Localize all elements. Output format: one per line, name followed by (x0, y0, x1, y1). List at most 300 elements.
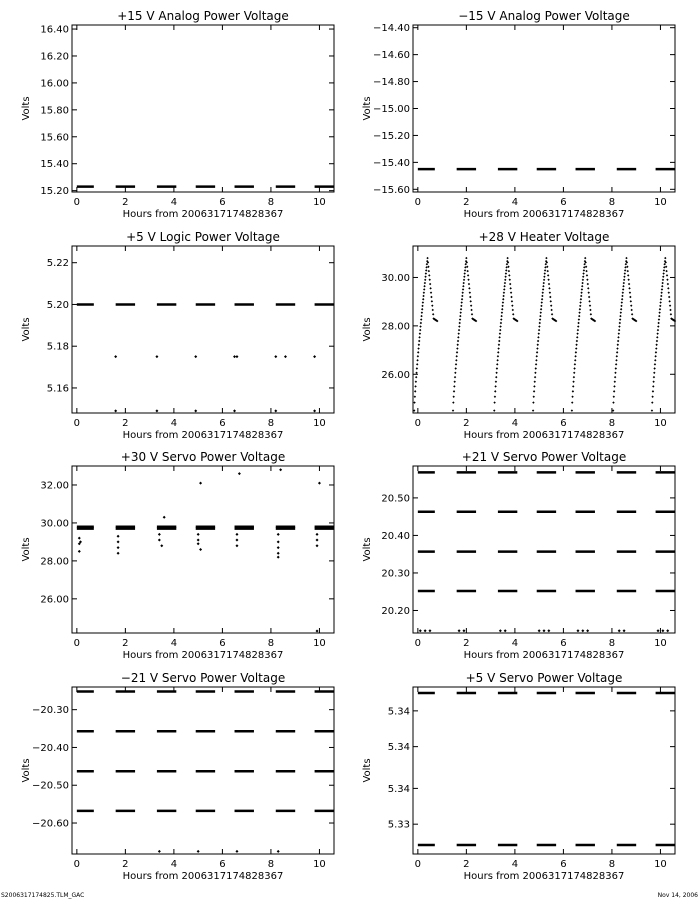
y-tick-label: 5.33 (387, 819, 410, 831)
data-layer (77, 304, 334, 412)
data-point (499, 629, 502, 632)
data-point (199, 482, 202, 485)
data-point (453, 385, 455, 387)
data-point (506, 257, 508, 259)
chart-title: +30 V Servo Power Voltage (120, 450, 286, 464)
data-point (424, 275, 426, 277)
data-point (424, 629, 427, 632)
x-tick-label: 2 (122, 418, 129, 429)
data-point (469, 296, 471, 298)
data-point (658, 311, 660, 313)
data-point (415, 380, 417, 382)
x-tick-label: 0 (414, 638, 422, 649)
data-point (468, 283, 470, 285)
data-point (431, 300, 433, 302)
data-point (423, 288, 425, 290)
data-point (471, 313, 473, 315)
data-point (654, 363, 656, 365)
data-point (429, 287, 431, 289)
x-axis-label: Hours from 2006317174828367 (463, 650, 625, 661)
y-tick-label: 5.34 (387, 706, 410, 718)
data-point (533, 385, 535, 387)
data-point (618, 325, 620, 327)
data-point (416, 363, 418, 365)
plot-frame (72, 246, 334, 413)
data-point (540, 305, 542, 307)
data-point (501, 308, 503, 310)
footer-date: Nov 14, 2006 (657, 892, 698, 899)
data-point (503, 291, 505, 293)
data-point (616, 347, 618, 349)
y-tick-label: 5.34 (387, 783, 410, 795)
data-point (498, 336, 500, 338)
data-point (158, 533, 161, 536)
data-point (572, 390, 574, 392)
plot-frame (72, 25, 334, 192)
y-tick-label: 20.30 (381, 568, 410, 580)
data-point (194, 409, 197, 412)
data-point (420, 322, 422, 324)
y-tick-label: 30.00 (381, 272, 410, 284)
y-tick-label: −14.80 (372, 77, 410, 89)
data-point (627, 274, 629, 276)
data-point (586, 629, 589, 632)
data-point (577, 329, 579, 331)
data-point (670, 313, 672, 315)
data-point (194, 355, 197, 358)
chart-panel-5 (21, 450, 334, 661)
data-point (467, 279, 469, 281)
data-point (661, 288, 663, 290)
data-point (614, 372, 616, 374)
data-point (494, 385, 496, 387)
data-point (503, 285, 505, 287)
x-tick-label: 10 (654, 418, 667, 429)
data-point (575, 347, 577, 349)
data-point (503, 288, 505, 290)
data-point (465, 257, 467, 259)
data-point (419, 629, 422, 632)
data-point (612, 401, 614, 403)
data-point (502, 295, 504, 297)
data-point (418, 340, 420, 342)
data-point (500, 322, 502, 324)
y-tick-label: 5.18 (46, 341, 69, 353)
x-tick-label: 2 (463, 638, 470, 649)
data-point (493, 409, 495, 411)
data-point (235, 850, 238, 853)
plot-frame (413, 25, 675, 192)
x-tick-label: 8 (608, 197, 616, 208)
data-point (661, 282, 663, 284)
data-point (584, 257, 586, 259)
data-point (413, 401, 415, 403)
data-point (499, 332, 501, 334)
y-tick-label: 16.40 (40, 24, 69, 36)
data-point (509, 279, 511, 281)
data-point (424, 279, 426, 281)
data-point (663, 263, 665, 265)
data-point (574, 363, 576, 365)
data-point (588, 291, 590, 293)
data-point (621, 301, 623, 303)
plot-frame (413, 466, 675, 633)
data-point (580, 298, 582, 300)
data-point (533, 395, 535, 397)
x-tick-label: 0 (73, 418, 81, 429)
x-tick-label: 0 (414, 859, 422, 870)
chart-title: +28 V Heater Voltage (478, 230, 610, 244)
x-tick-label: 6 (560, 638, 567, 649)
data-point (576, 629, 579, 632)
data-point (428, 274, 430, 276)
y-tick-label: −15.20 (372, 130, 410, 142)
data-point (78, 537, 81, 540)
data-point (665, 270, 667, 272)
data-point (419, 329, 421, 331)
x-tick-label: 6 (219, 859, 226, 870)
data-point (419, 332, 421, 334)
data-point (117, 546, 120, 549)
data-point (494, 395, 496, 397)
chart-panel-2 (362, 9, 675, 220)
data-point (538, 329, 540, 331)
y-axis-label: Volts (21, 758, 32, 783)
data-point (462, 291, 464, 293)
x-tick-label: 2 (463, 197, 470, 208)
data-point (652, 390, 654, 392)
data-point (536, 347, 538, 349)
data-point (495, 376, 497, 378)
data-point (571, 395, 573, 397)
data-point (666, 629, 669, 632)
x-tick-label: 6 (219, 638, 226, 649)
data-point (235, 355, 238, 358)
data-point (657, 329, 659, 331)
data-point (510, 291, 512, 293)
data-point (660, 298, 662, 300)
data-point (535, 363, 537, 365)
data-point (657, 322, 659, 324)
data-point (455, 359, 457, 361)
data-point (277, 850, 280, 853)
data-point (628, 283, 630, 285)
data-point (455, 355, 457, 357)
data-point (621, 298, 623, 300)
data-point (459, 315, 461, 317)
x-tick-label: 8 (267, 418, 275, 429)
data-point (542, 291, 544, 293)
data-point (627, 279, 629, 281)
data-point (549, 296, 551, 298)
data-point (422, 301, 424, 303)
data-point (431, 304, 433, 306)
data-point (577, 322, 579, 324)
data-point (155, 409, 158, 412)
y-axis-label: Volts (362, 317, 373, 342)
data-point (468, 287, 470, 289)
data-point (197, 542, 200, 545)
data-point (466, 266, 468, 268)
data-point (617, 344, 619, 346)
data-point (664, 257, 666, 259)
data-point (655, 344, 657, 346)
x-tick-label: 0 (73, 197, 81, 208)
data-point (470, 304, 472, 306)
data-point (458, 629, 461, 632)
data-point (78, 550, 81, 553)
x-tick-label: 8 (267, 197, 275, 208)
data-point (155, 355, 158, 358)
x-tick-label: 2 (122, 638, 129, 649)
data-point (453, 390, 455, 392)
data-point (496, 359, 498, 361)
data-point (458, 322, 460, 324)
x-tick-label: 10 (654, 197, 667, 208)
data-point (117, 540, 120, 543)
data-point (504, 279, 506, 281)
data-point (500, 315, 502, 317)
data-point (587, 283, 589, 285)
y-tick-label: 15.80 (40, 105, 69, 117)
data-point (504, 629, 507, 632)
data-point (495, 372, 497, 374)
x-tick-label: 4 (170, 859, 178, 870)
data-point (578, 311, 580, 313)
x-axis-label: Hours from 2006317174828367 (122, 430, 284, 441)
x-axis-label: Hours from 2006317174828367 (122, 650, 284, 661)
x-axis-label: Hours from 2006317174828367 (463, 209, 625, 220)
data-point (199, 548, 202, 551)
data-point (417, 351, 419, 353)
data-point (658, 315, 660, 317)
data-point (505, 269, 507, 271)
data-point (421, 311, 423, 313)
x-tick-label: 4 (511, 859, 519, 870)
data-point (581, 288, 583, 290)
data-point (540, 308, 542, 310)
data-point (583, 263, 585, 265)
data-point (428, 629, 431, 632)
data-layer (413, 257, 676, 412)
x-tick-label: 4 (170, 638, 178, 649)
data-point (277, 556, 280, 559)
data-point (625, 257, 627, 259)
data-point (316, 539, 319, 542)
data-point (452, 401, 454, 403)
data-point (589, 309, 591, 311)
data-point (504, 275, 506, 277)
data-point (539, 318, 541, 320)
data-point (453, 380, 455, 382)
data-point (651, 395, 653, 397)
y-tick-label: −14.60 (372, 50, 410, 62)
chart-title: +15 V Analog Power Voltage (117, 9, 289, 23)
x-tick-label: 10 (654, 859, 667, 870)
data-point (588, 296, 590, 298)
data-point (580, 295, 582, 297)
data-point (458, 329, 460, 331)
data-point (504, 282, 506, 284)
data-point (416, 359, 418, 361)
data-point (615, 359, 617, 361)
data-point (585, 266, 587, 268)
data-point (452, 409, 454, 411)
chart-panel-4 (362, 230, 676, 441)
data-layer (418, 693, 675, 845)
data-point (235, 539, 238, 542)
data-point (430, 291, 432, 293)
data-point (615, 367, 617, 369)
data-point (496, 367, 498, 369)
y-axis-label: Volts (362, 758, 373, 783)
data-point (667, 287, 669, 289)
x-tick-label: 8 (267, 638, 275, 649)
data-point (508, 270, 510, 272)
data-point (428, 270, 430, 272)
data-point (415, 372, 417, 374)
data-point (659, 305, 661, 307)
data-point (551, 313, 553, 315)
data-point (572, 380, 574, 382)
x-tick-label: 6 (219, 418, 226, 429)
data-point (512, 313, 514, 315)
x-tick-label: 8 (608, 859, 616, 870)
data-point (652, 385, 654, 387)
chart-panel-6 (362, 450, 675, 661)
data-point (160, 544, 163, 547)
data-point (544, 266, 546, 268)
data-point (617, 336, 619, 338)
data-point (502, 298, 504, 300)
x-tick-label: 0 (414, 418, 422, 429)
data-point (318, 482, 321, 485)
data-point (626, 266, 628, 268)
data-point (501, 305, 503, 307)
data-point (414, 385, 416, 387)
data-point (467, 274, 469, 276)
data-point (544, 272, 546, 274)
x-tick-label: 4 (511, 197, 519, 208)
data-point (585, 270, 587, 272)
y-tick-label: 15.20 (40, 186, 69, 198)
data-point (461, 301, 463, 303)
data-point (430, 296, 432, 298)
chart-panel-3 (21, 230, 334, 441)
y-tick-label: 28.00 (40, 556, 69, 568)
data-point (663, 269, 665, 271)
data-point (429, 279, 431, 281)
y-tick-label: 26.00 (381, 369, 410, 381)
data-point (497, 355, 499, 357)
data-point (423, 291, 425, 293)
y-axis-label: Volts (21, 537, 32, 562)
data-point (571, 409, 573, 411)
data-point (538, 332, 540, 334)
data-point (460, 308, 462, 310)
data-point (498, 340, 500, 342)
chart-title: −15 V Analog Power Voltage (458, 9, 630, 23)
data-point (668, 300, 670, 302)
data-point (616, 351, 618, 353)
x-tick-label: 8 (267, 859, 275, 870)
x-tick-label: 2 (463, 418, 470, 429)
data-point (235, 533, 238, 536)
data-point (534, 372, 536, 374)
data-point (660, 295, 662, 297)
data-point (429, 283, 431, 285)
data-point (619, 318, 621, 320)
data-point (464, 272, 466, 274)
y-tick-label: −20.30 (31, 705, 69, 717)
data-point (497, 351, 499, 353)
data-point (418, 336, 420, 338)
y-tick-label: 26.00 (40, 594, 69, 606)
data-point (616, 355, 618, 357)
data-point (653, 372, 655, 374)
y-tick-label: 20.50 (381, 493, 410, 505)
data-point (613, 390, 615, 392)
data-point (574, 355, 576, 357)
data-point (279, 468, 282, 471)
data-point (498, 344, 500, 346)
data-point (630, 309, 632, 311)
data-point (578, 315, 580, 317)
data-point (581, 285, 583, 287)
data-point (501, 311, 503, 313)
data-point (459, 318, 461, 320)
data-point (158, 539, 161, 542)
data-point (422, 298, 424, 300)
data-point (613, 385, 615, 387)
y-tick-label: −20.40 (31, 742, 69, 754)
data-point (511, 304, 513, 306)
data-point (457, 332, 459, 334)
y-axis-label: Volts (21, 317, 32, 342)
data-point (284, 355, 287, 358)
data-point (578, 318, 580, 320)
data-point (575, 344, 577, 346)
data-point (507, 266, 509, 268)
data-point (454, 367, 456, 369)
data-point (539, 322, 541, 324)
data-point (573, 372, 575, 374)
data-point (235, 544, 238, 547)
data-point (536, 351, 538, 353)
data-point (543, 629, 546, 632)
data-point (662, 272, 664, 274)
data-point (463, 275, 465, 277)
chart-title: +5 V Logic Power Voltage (126, 230, 280, 244)
data-point (620, 308, 622, 310)
data-point (631, 313, 633, 315)
y-tick-label: −20.50 (31, 780, 69, 792)
data-point (582, 275, 584, 277)
data-point (630, 304, 632, 306)
data-point (197, 533, 200, 536)
x-tick-label: 10 (313, 418, 326, 429)
x-tick-label: 4 (511, 638, 519, 649)
data-point (617, 340, 619, 342)
x-tick-label: 0 (73, 859, 81, 870)
data-point (656, 336, 658, 338)
x-tick-label: 2 (122, 197, 129, 208)
data-point (628, 287, 630, 289)
data-point (589, 304, 591, 306)
x-tick-label: 0 (414, 197, 422, 208)
data-point (623, 629, 626, 632)
data-point (537, 336, 539, 338)
